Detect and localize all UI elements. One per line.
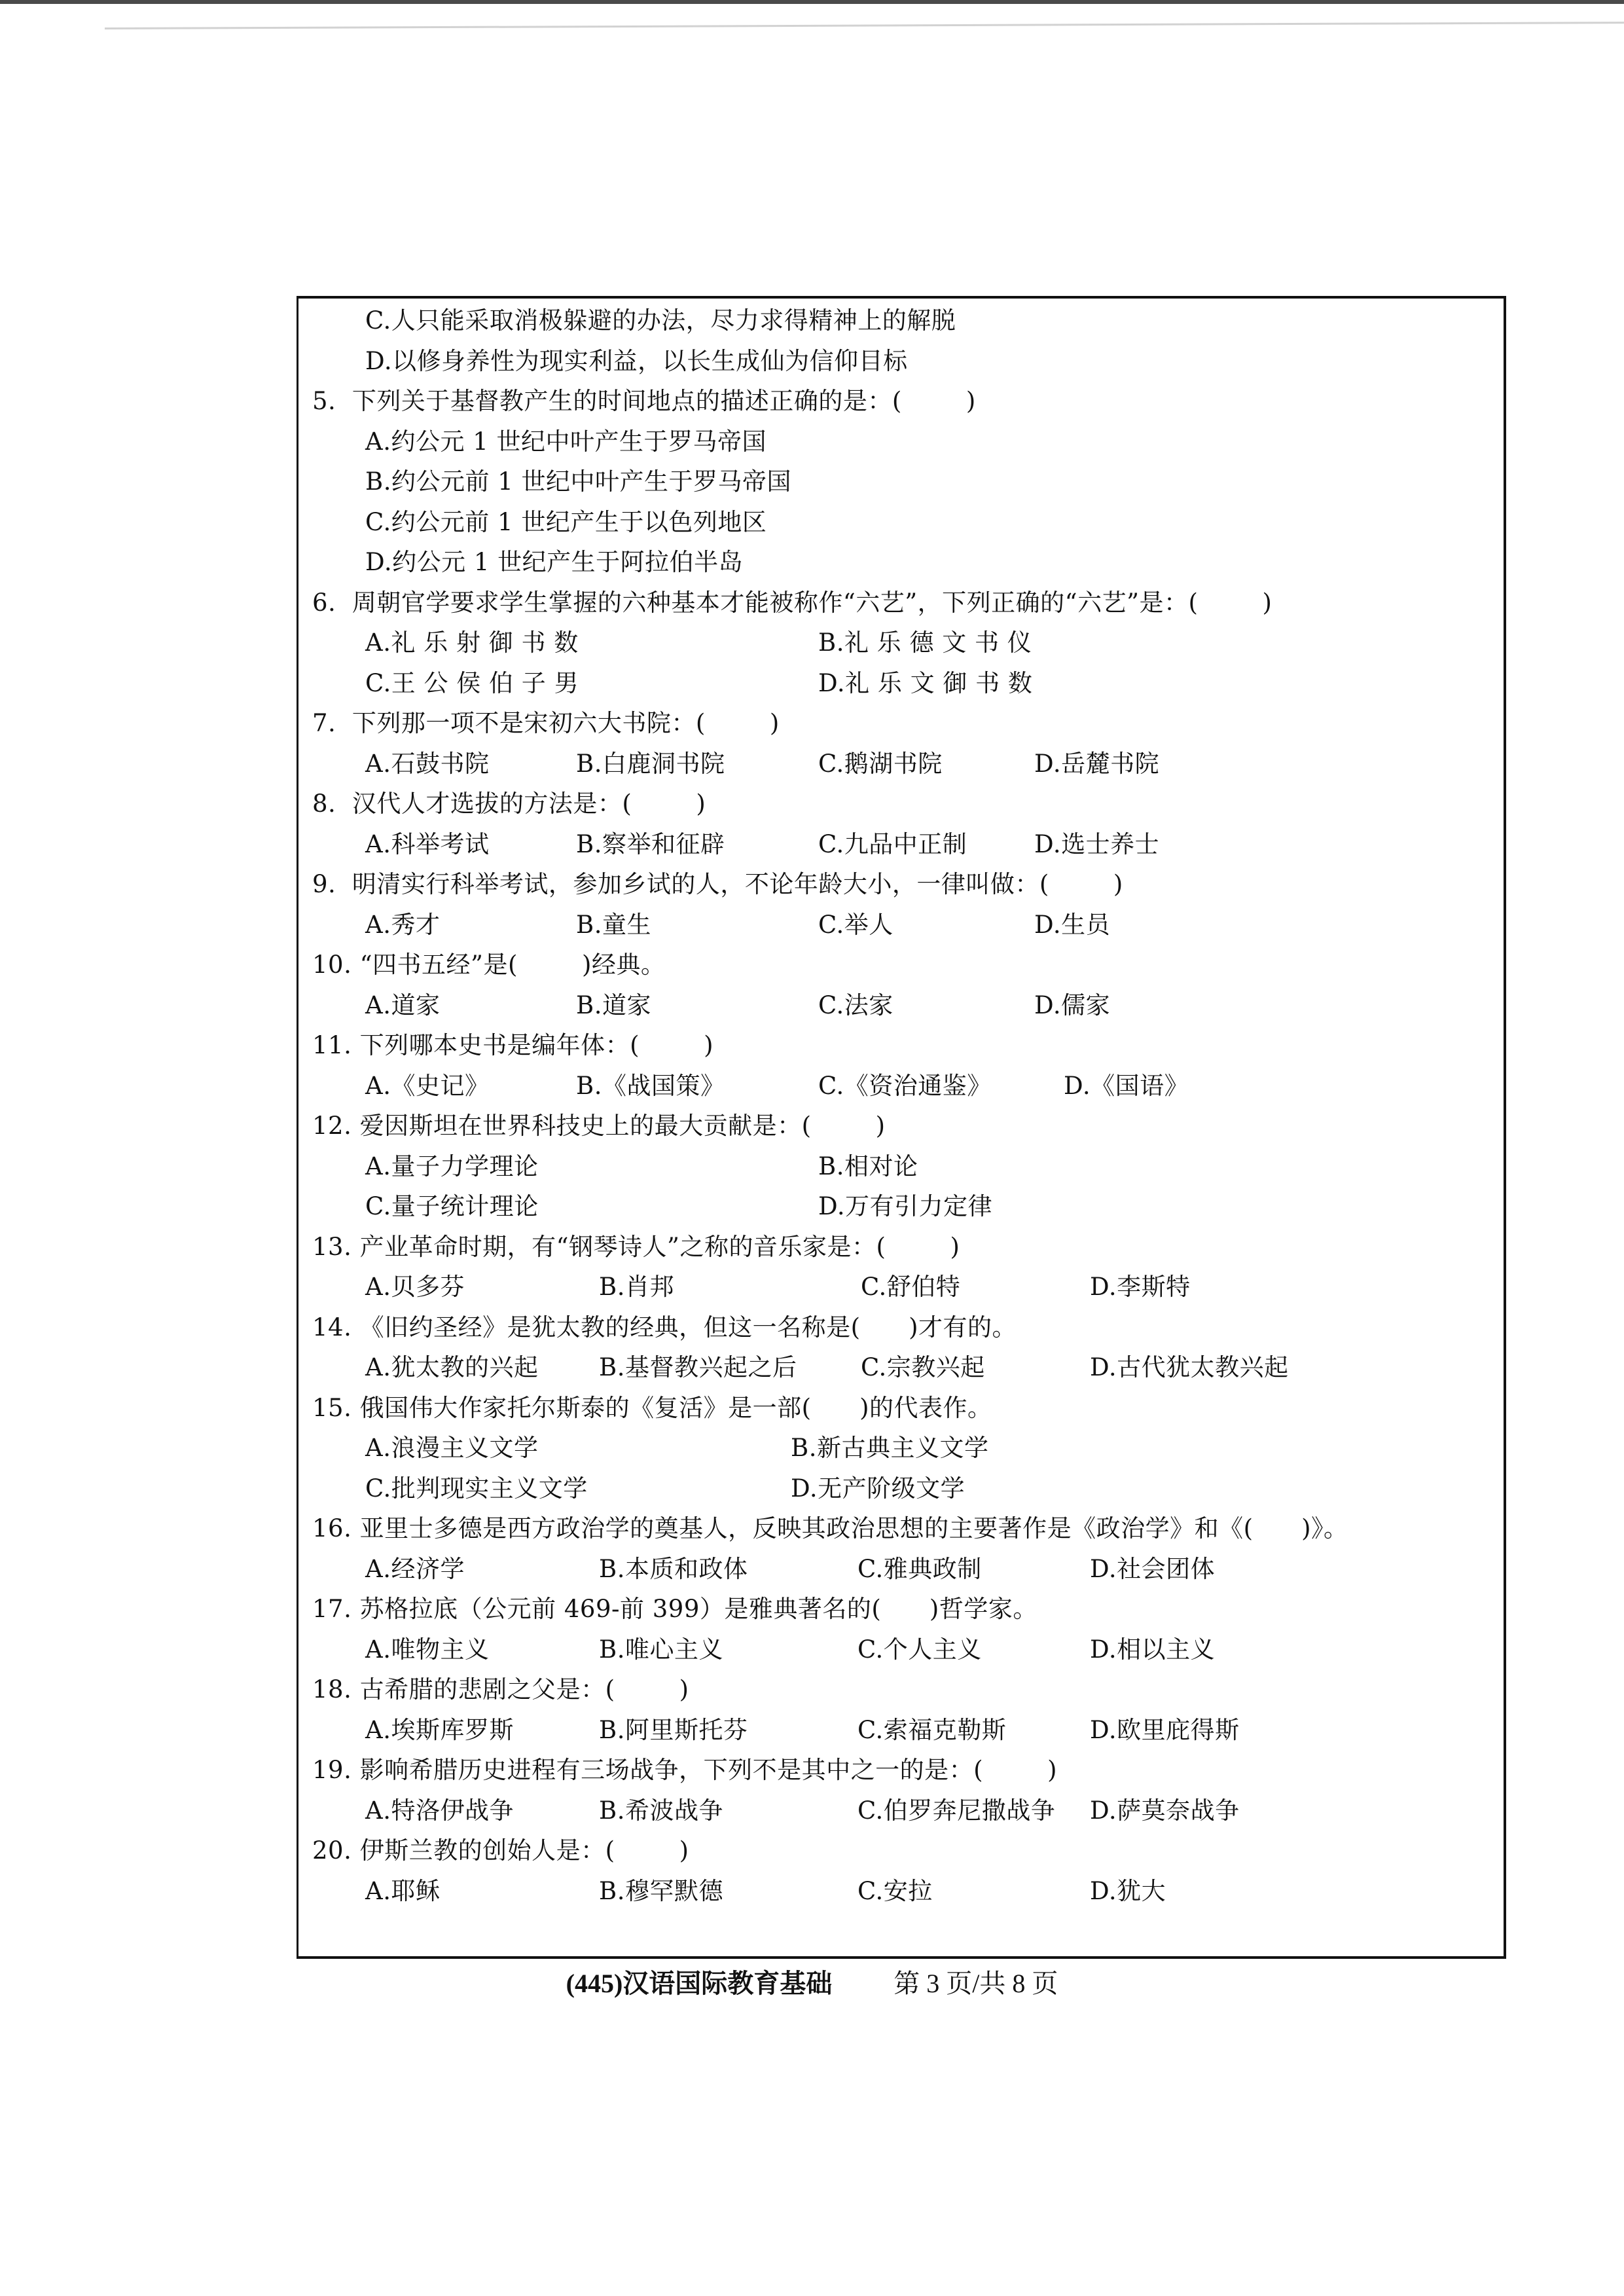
spacer [352, 1595, 359, 1623]
spacer [352, 1675, 359, 1704]
question-number: 12. [312, 1112, 352, 1140]
option-label: A. [365, 1877, 391, 1905]
option-q6-b [818, 625, 1032, 661]
option-text: 唯心主义 [624, 1635, 723, 1664]
option-q10-a [365, 987, 440, 1024]
option-text: 索福克勒斯 [883, 1716, 1007, 1744]
question-text: 苏格拉底（公元前 469-前 399）是雅典著名的( )哲学家。 [359, 1595, 1038, 1623]
option-q10-c [818, 987, 893, 1024]
option-q16-c [857, 1551, 982, 1588]
option-label: D. [1090, 1353, 1117, 1381]
option-q11-c [818, 1068, 992, 1104]
option-label: D. [1090, 1877, 1117, 1905]
question-number: 13. [312, 1233, 352, 1261]
option-label: C. [818, 1072, 844, 1100]
option-label: C. [365, 1474, 391, 1503]
option-q15-d [791, 1470, 965, 1507]
option-label: C. [857, 1796, 884, 1825]
option-text: 《战国策》 [602, 1072, 725, 1100]
option-label: A. [365, 629, 391, 657]
option-q17-a [365, 1631, 489, 1668]
option-q6-d [818, 665, 1032, 702]
question-6 [312, 585, 1272, 621]
question-number: 11. [312, 1031, 352, 1059]
question-7 [312, 705, 780, 742]
option-label: C. [818, 830, 844, 858]
option-label: B. [599, 1353, 625, 1381]
option-text: 新古典主义文学 [816, 1434, 989, 1462]
option-q5-c [365, 504, 767, 541]
option-text: 宗教兴起 [886, 1353, 985, 1381]
option-text: 科举考试 [391, 830, 490, 858]
option-label: B. [576, 750, 602, 778]
option-label: B. [576, 1072, 602, 1100]
question-text: 伊斯兰教的创始人是：( ) [359, 1836, 689, 1865]
option-text: 希波战争 [624, 1796, 723, 1825]
scan-edge [0, 0, 1624, 4]
option-text: 秀才 [391, 911, 441, 939]
option-q12-b [818, 1148, 918, 1185]
question-number: 6. [312, 589, 336, 617]
option-label: C. [365, 1192, 391, 1220]
option-q20-a [365, 1873, 440, 1910]
question-text: 周朝官学要求学生掌握的六种基本才能被称作“六艺”，下列正确的“六艺”是：( ) [352, 589, 1272, 617]
option-q13-d [1090, 1269, 1191, 1305]
option-text: 经济学 [391, 1555, 465, 1583]
question-number: 16. [312, 1514, 352, 1542]
option-q15-c [365, 1470, 588, 1507]
option-text: 石鼓书院 [391, 750, 490, 778]
question-9 [312, 866, 1123, 903]
option-label: A. [365, 1434, 391, 1462]
option-label: D. [1090, 1273, 1117, 1301]
option-text: 李斯特 [1117, 1273, 1191, 1301]
question-18 [312, 1671, 689, 1708]
option-text: 耶稣 [391, 1877, 441, 1905]
scan-artifact-line [105, 22, 1624, 29]
option-label: A. [365, 428, 391, 456]
question-text: “四书五经”是( )经典。 [359, 951, 666, 979]
option-q11-a [365, 1068, 489, 1104]
option-text: 约公元前 1 世纪产生于以色列地区 [391, 508, 767, 536]
question-number: 10. [312, 951, 352, 979]
question-5 [312, 383, 976, 420]
page-footer [0, 1958, 1624, 2010]
option-text: 察举和征辟 [602, 830, 725, 858]
option-label: B. [576, 911, 602, 939]
option-label: D. [1034, 991, 1062, 1019]
option-label: A. [365, 1152, 391, 1180]
question-14 [312, 1309, 1017, 1346]
option-q9-a [365, 907, 440, 943]
option-text: 约公元前 1 世纪中叶产生于罗马帝国 [391, 467, 792, 496]
option-q6-a [365, 625, 579, 661]
option-label: D. [1034, 911, 1062, 939]
option-label: A. [365, 1716, 391, 1744]
option-label: A. [365, 1353, 391, 1381]
question-number: 14. [312, 1313, 352, 1341]
option-label: A. [365, 1635, 391, 1664]
option-q7-d [1034, 746, 1159, 782]
question-11 [312, 1027, 713, 1064]
question-15 [312, 1390, 992, 1427]
option-text: 礼 乐 文 御 书 数 [845, 669, 1033, 697]
option-q17-b [599, 1631, 723, 1668]
option-label: B. [599, 1555, 625, 1583]
option-q16-b [599, 1551, 748, 1588]
question-text: 下列关于基督教产生的时间地点的描述正确的是：( ) [352, 387, 976, 415]
option-label: D. [1064, 1072, 1091, 1100]
option-text: 选士养士 [1061, 830, 1160, 858]
option-label: B. [599, 1877, 625, 1905]
question-19 [312, 1752, 1057, 1789]
option-text: 万有引力定律 [845, 1192, 993, 1220]
option-text: 雅典政制 [883, 1555, 982, 1583]
option-label: C. [818, 991, 844, 1019]
option-q12-d [818, 1188, 992, 1225]
spacer [336, 709, 352, 737]
option-label: B. [576, 991, 602, 1019]
option-q14-a [365, 1349, 538, 1386]
option-label: C. [818, 750, 844, 778]
spacer [336, 870, 352, 898]
option-label: C. [861, 1273, 887, 1301]
option-text: 岳麓书院 [1061, 750, 1160, 778]
option-text: 本质和政体 [624, 1555, 748, 1583]
option-text: 《国语》 [1091, 1072, 1189, 1100]
option-q7-b [576, 746, 725, 782]
question-text: 下列那一项不是宋初六大书院：( ) [352, 709, 780, 737]
option-text: 礼 乐 德 文 书 仪 [844, 629, 1032, 657]
option-label: D. [818, 1192, 846, 1220]
option-text: 唯物主义 [391, 1635, 490, 1664]
option-label: B. [791, 1434, 817, 1462]
option-label: C. [857, 1635, 884, 1664]
option-text: 鹅湖书院 [844, 750, 943, 778]
option-label: C. [365, 669, 391, 697]
option-text: 舒伯特 [886, 1273, 961, 1301]
question-text: 影响希腊历史进程有三场战争，下列不是其中之一的是：( ) [359, 1756, 1058, 1784]
spacer [336, 790, 352, 818]
question-number: 5. [312, 387, 336, 415]
option-q11-d [1064, 1068, 1189, 1104]
option-q8-a [365, 826, 489, 863]
option-label: D. [1034, 750, 1062, 778]
option-label: D. [365, 548, 393, 576]
option-q5-b [365, 464, 791, 500]
option-text: 量子力学理论 [391, 1152, 539, 1180]
option-text: 穆罕默德 [624, 1877, 723, 1905]
option-label: B. [599, 1273, 625, 1301]
question-8 [312, 786, 706, 822]
option-q9-b [576, 907, 651, 943]
spacer [352, 1031, 359, 1059]
option-text: 个人主义 [883, 1635, 982, 1664]
option-text: 约公元 1 世纪产生于阿拉伯半岛 [392, 548, 744, 576]
option-text: 肖邦 [624, 1273, 674, 1301]
option-text: 阿里斯托芬 [624, 1716, 748, 1744]
option-q17-d [1090, 1631, 1215, 1668]
option-text: 特洛伊战争 [391, 1796, 514, 1825]
option-q18-b [599, 1712, 748, 1749]
option-q18-a [365, 1712, 514, 1749]
option-q8-d [1034, 826, 1159, 863]
option-q14-b [599, 1349, 797, 1386]
option-label: A. [365, 991, 391, 1019]
question-number: 17. [312, 1595, 352, 1623]
option-text: 社会团体 [1117, 1555, 1216, 1583]
option-text: 道家 [391, 991, 441, 1019]
option-text: 礼 乐 射 御 书 数 [391, 629, 579, 657]
option-q17-c [857, 1631, 982, 1668]
question-text: 亚里士多德是西方政治学的奠基人，反映其政治思想的主要著作是《政治学》和《( )》。 [359, 1514, 1348, 1542]
option-label: C. [857, 1877, 884, 1905]
option-label: C. [857, 1555, 884, 1583]
question-text: 汉代人才选拔的方法是：( ) [352, 790, 706, 818]
spacer [352, 1313, 359, 1341]
question-number: 9. [312, 870, 336, 898]
question-20 [312, 1832, 689, 1869]
option-text: 贝多芬 [391, 1273, 465, 1301]
question-13 [312, 1229, 960, 1266]
spacer [352, 1233, 359, 1261]
option-q20-b [599, 1873, 723, 1910]
option-text: 萨莫奈战争 [1117, 1796, 1240, 1825]
option-text: 儒家 [1061, 991, 1111, 1019]
option-q15-b [791, 1430, 988, 1467]
option-text: 相以主义 [1117, 1635, 1216, 1664]
option-text: 白鹿洞书院 [602, 750, 725, 778]
question-12 [312, 1108, 886, 1144]
spacer [352, 1756, 359, 1784]
option-text: 埃斯库罗斯 [391, 1716, 514, 1744]
option-label: A. [365, 830, 391, 858]
option-q18-c [857, 1712, 1006, 1749]
option-label: B. [818, 1152, 844, 1180]
option-q13-a [365, 1269, 465, 1305]
spacer [352, 1394, 359, 1422]
option-q16-a [365, 1551, 465, 1588]
option-text: 相对论 [844, 1152, 918, 1180]
option-label: C. [818, 911, 844, 939]
option-text: 道家 [602, 991, 651, 1019]
option-q16-d [1090, 1551, 1215, 1588]
option-q5-d [365, 544, 743, 581]
question-number: 15. [312, 1394, 352, 1422]
option-text: 无产阶级文学 [818, 1474, 965, 1503]
option-text: 举人 [844, 911, 893, 939]
question-number: 18. [312, 1675, 352, 1704]
question-number: 8. [312, 790, 336, 818]
option-label: C. [857, 1716, 884, 1744]
option-q9-c [818, 907, 893, 943]
option-q6-c [365, 665, 579, 702]
option-text: 以修身养性为现实利益，以长生成仙为信仰目标 [392, 347, 908, 375]
question-text: 古希腊的悲剧之父是：( ) [359, 1675, 689, 1704]
option-label: D. [1034, 830, 1062, 858]
question-10 [312, 947, 665, 983]
option-q20-d [1090, 1873, 1166, 1910]
option-q18-d [1090, 1712, 1240, 1749]
question-text: 爱因斯坦在世界科技史上的最大贡献是：( ) [359, 1112, 886, 1140]
option-label: A. [365, 1796, 391, 1825]
option-label: B. [599, 1635, 625, 1664]
option-label: B. [818, 629, 844, 657]
question-17 [312, 1591, 1038, 1628]
option-text: 《资治通鉴》 [844, 1072, 992, 1100]
option-label: D. [1090, 1635, 1117, 1664]
question-text: 《旧约圣经》是犹太教的经典，但这一名称是( )才有的。 [359, 1313, 1017, 1341]
option-q8-b [576, 826, 725, 863]
option-label: D. [1090, 1796, 1117, 1825]
option-text: 基督教兴起之后 [624, 1353, 797, 1381]
option-q19-c [857, 1793, 1055, 1829]
option-q14-c [861, 1349, 985, 1386]
option-q13-c [861, 1269, 960, 1305]
option-label: C. [861, 1353, 887, 1381]
spacer [352, 1112, 359, 1140]
option-label: C. [365, 508, 391, 536]
option-q7-a [365, 746, 489, 782]
page-number: 第 3 页/共 8 页 [893, 1969, 1058, 1998]
option-label: B. [599, 1796, 625, 1825]
option-label: D. [1090, 1555, 1117, 1583]
option-q19-a [365, 1793, 514, 1829]
option-q14-d [1090, 1349, 1289, 1386]
question-text: 明清实行科举考试，参加乡试的人，不论年龄大小，一律叫做：( ) [352, 870, 1123, 898]
question-number: 20. [312, 1836, 352, 1865]
option-text: 王 公 侯 伯 子 男 [391, 669, 579, 697]
question-text: 俄国伟大作家托尔斯泰的《复活》是一部( )的代表作。 [359, 1394, 992, 1422]
question-number: 7. [312, 709, 336, 737]
option-label: A. [365, 911, 391, 939]
question-text: 产业革命时期，有“钢琴诗人”之称的音乐家是：( ) [359, 1233, 960, 1261]
option-label: D. [818, 669, 846, 697]
option-text: 量子统计理论 [391, 1192, 539, 1220]
question-number: 19. [312, 1756, 352, 1784]
option-q15-a [365, 1430, 538, 1467]
option-q13-b [599, 1269, 674, 1305]
option-text: 法家 [844, 991, 893, 1019]
option-q11-b [576, 1068, 725, 1104]
option-q19-d [1090, 1793, 1240, 1829]
option-q20-c [857, 1873, 933, 1910]
option-label: D. [1090, 1716, 1117, 1744]
option-text: 伯罗奔尼撒战争 [883, 1796, 1056, 1825]
option-q8-c [818, 826, 967, 863]
option-q12-a [365, 1148, 538, 1185]
option-q4-c [365, 302, 956, 339]
question-16 [312, 1510, 1348, 1547]
spacer [352, 951, 359, 979]
spacer [336, 589, 352, 617]
option-q10-d [1034, 987, 1110, 1024]
option-text: 童生 [602, 911, 651, 939]
course-title: (445)汉语国际教育基础 [566, 1969, 833, 1998]
option-q19-b [599, 1793, 723, 1829]
option-label: A. [365, 750, 391, 778]
option-text: 安拉 [883, 1877, 933, 1905]
option-q5-a [365, 424, 767, 460]
option-q9-d [1034, 907, 1110, 943]
spacer [352, 1514, 359, 1542]
option-label: D. [365, 347, 393, 375]
option-label: A. [365, 1072, 391, 1100]
option-q4-d [365, 343, 908, 380]
option-label: D. [791, 1474, 818, 1503]
option-label: B. [365, 467, 391, 496]
option-text: 生员 [1061, 911, 1111, 939]
option-text: 犹大 [1117, 1877, 1166, 1905]
option-text: 九品中正制 [844, 830, 967, 858]
spacer [336, 387, 352, 415]
option-text: 人只能采取消极躲避的办法，尽力求得精神上的解脱 [391, 306, 956, 335]
option-text: 约公元 1 世纪中叶产生于罗马帝国 [391, 428, 767, 456]
option-text: 犹太教的兴起 [391, 1353, 539, 1381]
option-label: B. [576, 830, 602, 858]
option-q12-c [365, 1188, 539, 1225]
option-label: B. [599, 1716, 625, 1744]
option-text: 批判现实主义文学 [391, 1474, 588, 1503]
option-label: C. [365, 306, 391, 335]
option-q7-c [818, 746, 943, 782]
spacer [352, 1836, 359, 1865]
option-q10-b [576, 987, 651, 1024]
option-text: 《史记》 [391, 1072, 490, 1100]
question-text: 下列哪本史书是编年体：( ) [359, 1031, 714, 1059]
option-text: 古代犹太教兴起 [1117, 1353, 1289, 1381]
option-text: 浪漫主义文学 [391, 1434, 539, 1462]
option-text: 欧里庇得斯 [1117, 1716, 1240, 1744]
option-label: A. [365, 1273, 391, 1301]
option-label: A. [365, 1555, 391, 1583]
